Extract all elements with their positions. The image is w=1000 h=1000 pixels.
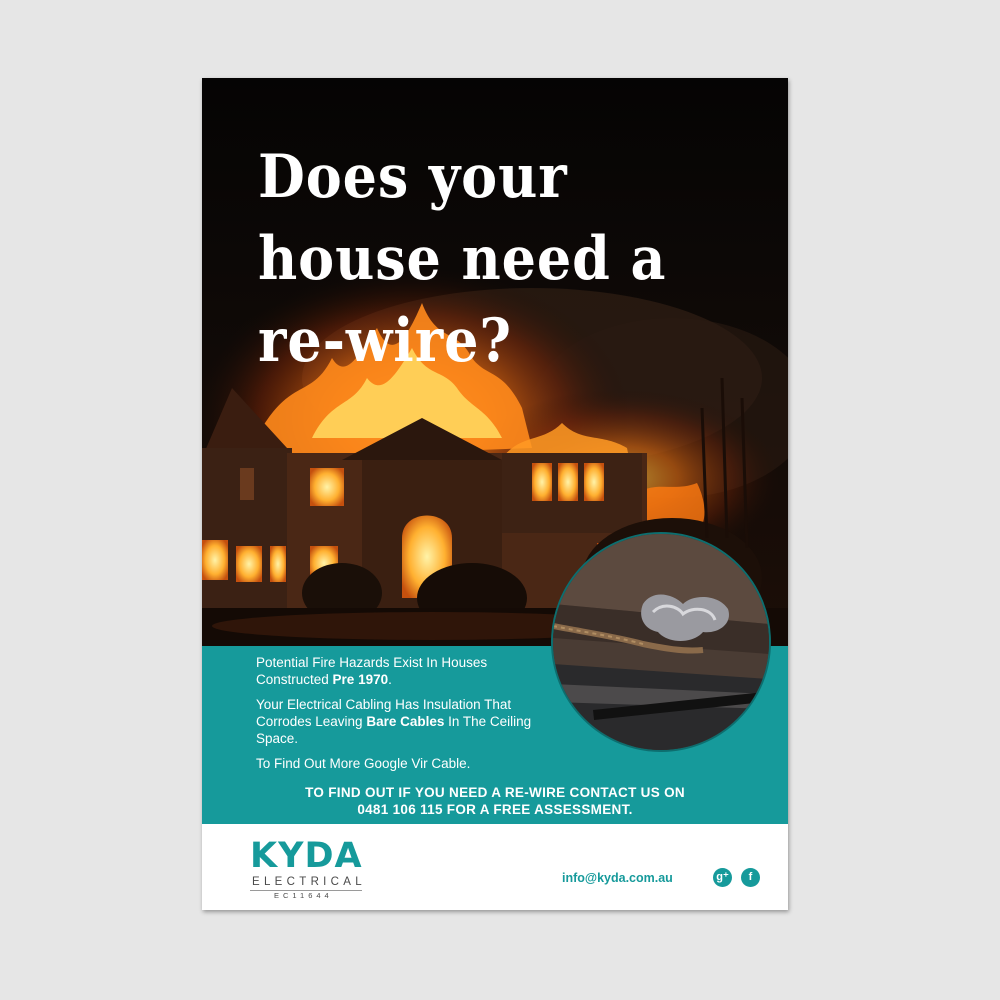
corroded-cable-image: [553, 534, 769, 750]
kyda-logo: [250, 838, 366, 898]
logo-subtitle: ELECTRICAL: [252, 876, 366, 888]
headline-line-2: house need a: [258, 224, 667, 294]
footer: [202, 824, 788, 910]
email-link[interactable]: info@kyda.com.au: [562, 871, 673, 885]
cta-line-1: TO FIND OUT IF YOU NEED A RE-WIRE CONTACT US ON: [305, 785, 685, 800]
flyer: [202, 78, 788, 910]
info-paragraph-3: To Find Out More Google Vir Cable.: [256, 756, 471, 771]
headline-line-1: Does your: [258, 142, 568, 212]
headline: [258, 136, 726, 382]
logo-wordmark: KYDA: [250, 836, 363, 876]
facebook-icon[interactable]: f: [741, 868, 760, 887]
info-bold-text: Pre 1970: [332, 672, 389, 687]
info-copy: [256, 654, 556, 780]
info-text: Your Electrical Cabling Has Insulation That Corrodes Leaving: [256, 697, 512, 729]
info-paragraph-2: [256, 696, 556, 747]
info-text: Potential Fire Hazards Exist In Houses Constructed: [256, 655, 488, 687]
info-bold-text: Bare Cables: [366, 714, 445, 729]
info-text: In The Ceiling Space.: [256, 714, 532, 746]
cta-line-2: 0481 106 115 FOR A FREE ASSESSMENT.: [357, 802, 633, 817]
cable-photo: [551, 532, 771, 752]
info-paragraph-1: [256, 654, 556, 688]
headline-line-3: re-wire?: [258, 306, 512, 376]
info-text: .: [388, 672, 392, 687]
google-plus-icon[interactable]: g⁺: [713, 868, 732, 887]
logo-licence-code: EC11644: [274, 891, 333, 900]
call-to-action: [202, 784, 788, 818]
